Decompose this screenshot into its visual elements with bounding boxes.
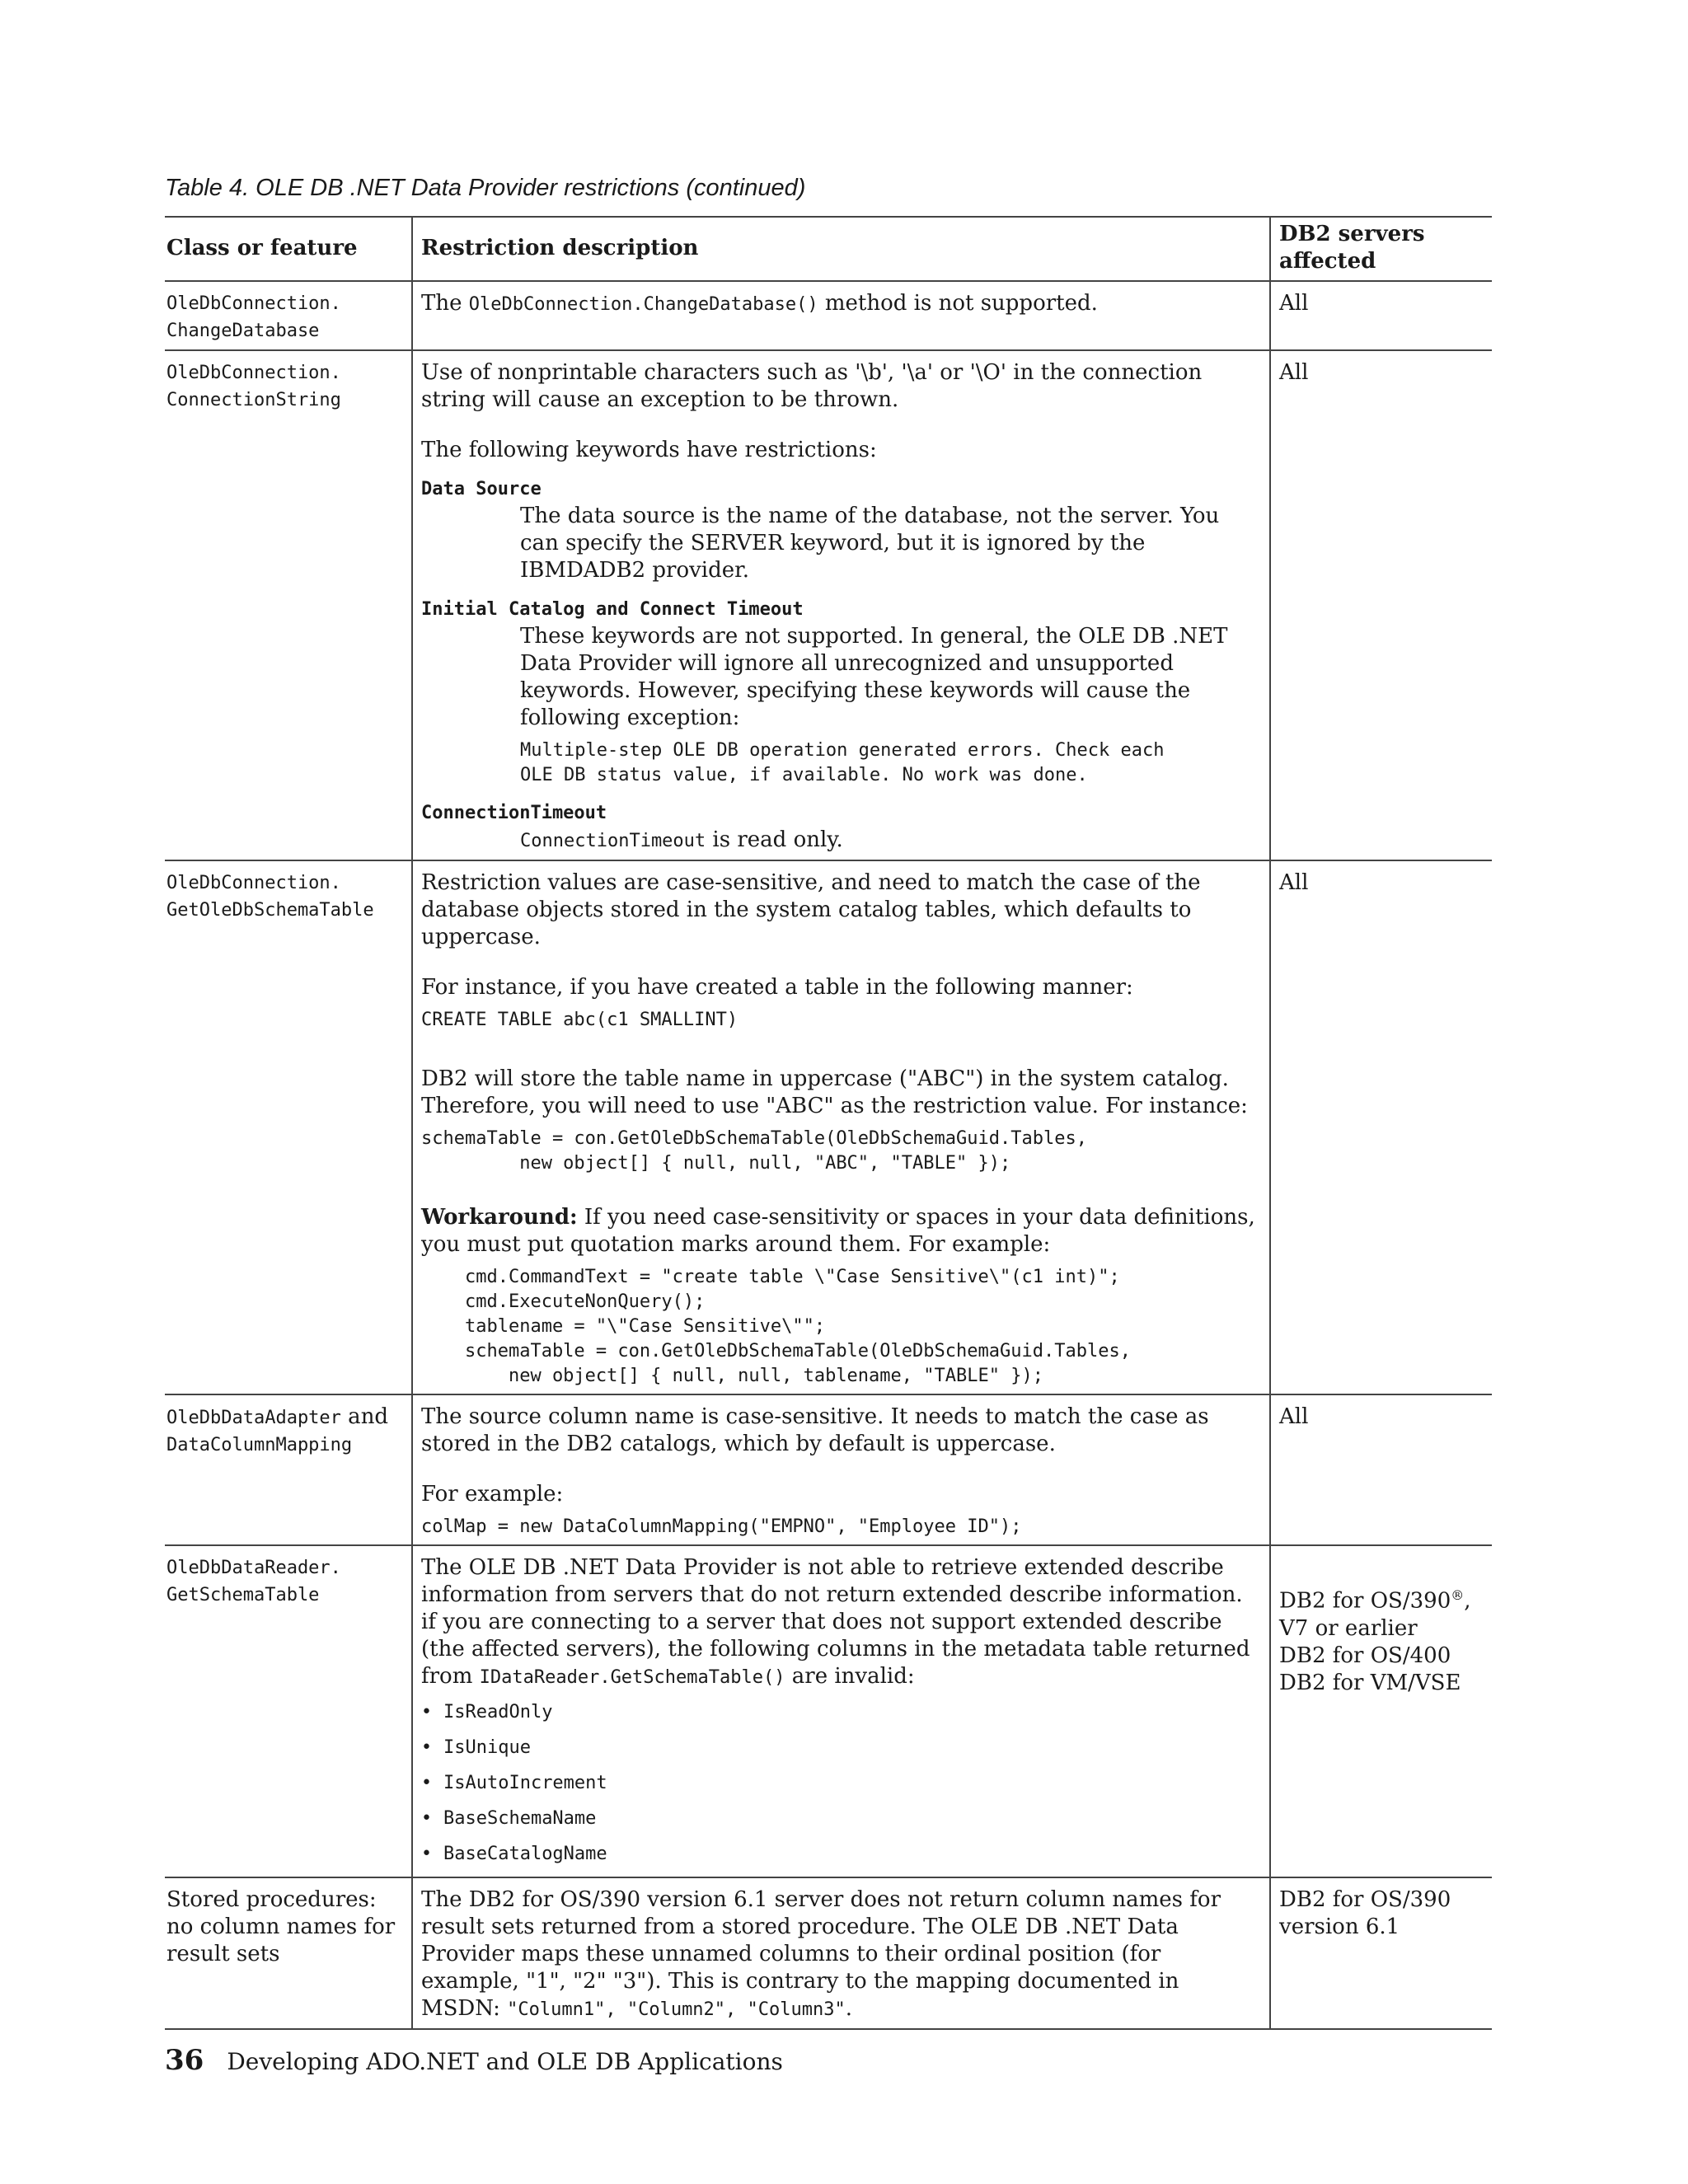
description-paragraph: The following keywords have restrictions: bbox=[421, 438, 877, 462]
description-cell bbox=[412, 1394, 1270, 1545]
class-name-line: OleDbDataReader. bbox=[166, 1558, 341, 1578]
page-footer bbox=[165, 2044, 783, 2077]
page-number: 36 bbox=[165, 2044, 204, 2077]
description-paragraph: DB2 will store the table name in uppercase ("ABC") in the system catalog. Therefore, you will need to use "ABC" as the restriction value. For instance: bbox=[421, 1066, 1248, 1118]
class-name-line: OleDbConnection. bbox=[166, 363, 341, 383]
description-cell bbox=[412, 860, 1270, 1394]
keyword-term: Data Source bbox=[421, 479, 542, 499]
description-paragraph: Restriction values are case-sensitive, and need to match the case of the database objects stored in the system catalog tables, which defaults to uppercase. bbox=[421, 870, 1201, 949]
definition-text: is read only. bbox=[706, 827, 843, 852]
code-block: CREATE TABLE abc(c1 SMALLINT) bbox=[421, 1010, 738, 1030]
affected-cell: All bbox=[1270, 350, 1492, 860]
affected-cell: DB2 for OS/390 version 6.1 bbox=[1270, 1877, 1492, 2029]
class-name-line: GetSchemaTable bbox=[166, 1585, 320, 1605]
table-row bbox=[165, 281, 1492, 350]
description-text: The DB2 for OS/390 version 6.1 server does not return column names for result sets returned from a stored procedure. The OLE DB .NET Data Provider maps these unnamed columns to their ordinal position (for example, "1", "2" "3"). This is contrary to the mapping documented in MSDN: bbox=[421, 1887, 1221, 2021]
inline-code: OleDbConnection.ChangeDatabase() bbox=[468, 294, 818, 315]
description-text: . bbox=[845, 1996, 853, 2021]
description-text: method is not supported. bbox=[818, 291, 1098, 316]
class-name-line: DataColumnMapping bbox=[166, 1435, 353, 1455]
description-paragraph: For instance, if you have created a table in the following manner: bbox=[421, 975, 1133, 1000]
list-item: • BaseCatalogName bbox=[421, 1836, 1261, 1872]
code-block: schemaTable = con.GetOleDbSchemaTable(OleDbSchemaGuid.Tables, new object[] { null, null, "ABC", "TABLE" }); bbox=[421, 1128, 1087, 1174]
class-cell bbox=[165, 281, 412, 350]
class-name-line: GetOleDbSchemaTable bbox=[166, 900, 374, 921]
description-cell bbox=[412, 1877, 1270, 2029]
code-block: colMap = new DataColumnMapping("EMPNO", "Employee ID"); bbox=[421, 1516, 1022, 1537]
code-block: cmd.CommandText = "create table \"Case Sensitive\"(c1 int)"; cmd.ExecuteNonQuery(); tablename = "\"Case Sensitive\""; schemaTable = con.GetOleDbSchemaTable(OleDbSchemaGuid.Tables, new object[] { null, null, tablename, "TABLE" }); bbox=[464, 1267, 1131, 1386]
description-cell bbox=[412, 281, 1270, 350]
workaround-label: Workaround: bbox=[421, 1205, 578, 1230]
class-name-line: ChangeDatabase bbox=[166, 321, 320, 341]
class-cell bbox=[165, 350, 412, 860]
header-restriction-description: Restriction description bbox=[412, 217, 1270, 281]
affected-text: V7 or earlier DB2 for OS/400 DB2 for VM/VSE bbox=[1279, 1615, 1461, 1695]
table-header-row bbox=[165, 217, 1492, 281]
description-paragraph: For example: bbox=[421, 1482, 564, 1507]
keyword-definition bbox=[421, 827, 1261, 855]
class-cell bbox=[165, 860, 412, 1394]
inline-code: "Column1", "Column2", "Column3" bbox=[507, 1999, 846, 2020]
registered-mark: ® bbox=[1451, 1587, 1465, 1603]
list-item: • IsReadOnly bbox=[421, 1694, 1261, 1730]
header-class-or-feature: Class or feature bbox=[165, 217, 412, 281]
table-row bbox=[165, 350, 1492, 860]
list-item: • IsUnique bbox=[421, 1730, 1261, 1765]
class-text: and bbox=[340, 1404, 389, 1429]
table-caption: Table 4. OLE DB .NET Data Provider restrictions (continued) bbox=[165, 175, 806, 201]
class-name-line: OleDbConnection. bbox=[166, 873, 341, 893]
affected-servers bbox=[1279, 1582, 1484, 1697]
keyword-definition: These keywords are not supported. In general, the OLE DB .NET Data Provider will ignore all unrecognized and unsupported keywords. However, specifying these keywords will cause the following exception: bbox=[520, 624, 1228, 730]
description-text: The OLE DB .NET Data Provider is not able to retrieve extended describe information from servers that do not return extended describe information. if you are connecting to a server that does not support extended describe (the affected servers), the following columns in the metadata table returned from bbox=[421, 1555, 1250, 1689]
affected-cell: All bbox=[1270, 860, 1492, 1394]
affected-text: , bbox=[1464, 1588, 1471, 1614]
description-paragraph: The source column name is case-sensitive. It needs to match the case as stored in the DB2 catalogs, which by default is uppercase. bbox=[421, 1404, 1209, 1456]
class-cell bbox=[165, 1394, 412, 1545]
invalid-columns-list bbox=[421, 1694, 1261, 1872]
table-row bbox=[165, 1545, 1492, 1877]
header-servers-affected: DB2 servers affected bbox=[1270, 217, 1492, 281]
table-row bbox=[165, 1394, 1492, 1545]
affected-text: DB2 for OS/390 bbox=[1279, 1588, 1451, 1614]
exception-code-block: Multiple-step OLE DB operation generated errors. Check each OLE DB status value, if available. No work was done. bbox=[520, 740, 1165, 785]
workaround-text: If you need case-sensitivity or spaces in your data definitions, you must put quotation marks around them. For example: bbox=[421, 1205, 1255, 1257]
description-text: The bbox=[421, 291, 469, 316]
list-item: • IsAutoIncrement bbox=[421, 1765, 1261, 1801]
description-paragraph bbox=[421, 1554, 1261, 1691]
list-item: • BaseSchemaName bbox=[421, 1801, 1261, 1836]
restrictions-table bbox=[165, 216, 1492, 2030]
description-paragraph: Use of nonprintable characters such as '\b', '\a' or '\O' in the connection string will cause an exception to be thrown. bbox=[421, 360, 1203, 412]
class-name-line: ConnectionString bbox=[166, 390, 341, 410]
table-row bbox=[165, 860, 1492, 1394]
workaround-paragraph bbox=[421, 1204, 1261, 1258]
book-title: Developing ADO.NET and OLE DB Applications bbox=[227, 2048, 783, 2075]
keyword-term: Initial Catalog and Connect Timeout bbox=[421, 599, 804, 620]
description-text: are invalid: bbox=[785, 1664, 915, 1689]
keyword-term: ConnectionTimeout bbox=[421, 803, 607, 823]
table-row bbox=[165, 1877, 1492, 2029]
description-cell bbox=[412, 1545, 1270, 1877]
inline-code: IDataReader.GetSchemaTable() bbox=[479, 1667, 785, 1688]
class-name-line bbox=[166, 1404, 403, 1432]
affected-cell bbox=[1270, 1545, 1492, 1877]
class-code: OleDbDataAdapter bbox=[166, 1408, 341, 1428]
class-name-line: OleDbConnection. bbox=[166, 293, 341, 314]
inline-code: ConnectionTimeout bbox=[520, 831, 706, 851]
keyword-definition: The data source is the name of the database, not the server. You can specify the SERVER keyword, but it is ignored by the IBMDADB2 provider. bbox=[520, 504, 1220, 583]
class-cell bbox=[165, 1545, 412, 1877]
class-cell: Stored procedures: no column names for result sets bbox=[165, 1877, 412, 2029]
affected-cell: All bbox=[1270, 281, 1492, 350]
description-cell bbox=[412, 350, 1270, 860]
affected-cell: All bbox=[1270, 1394, 1492, 1545]
